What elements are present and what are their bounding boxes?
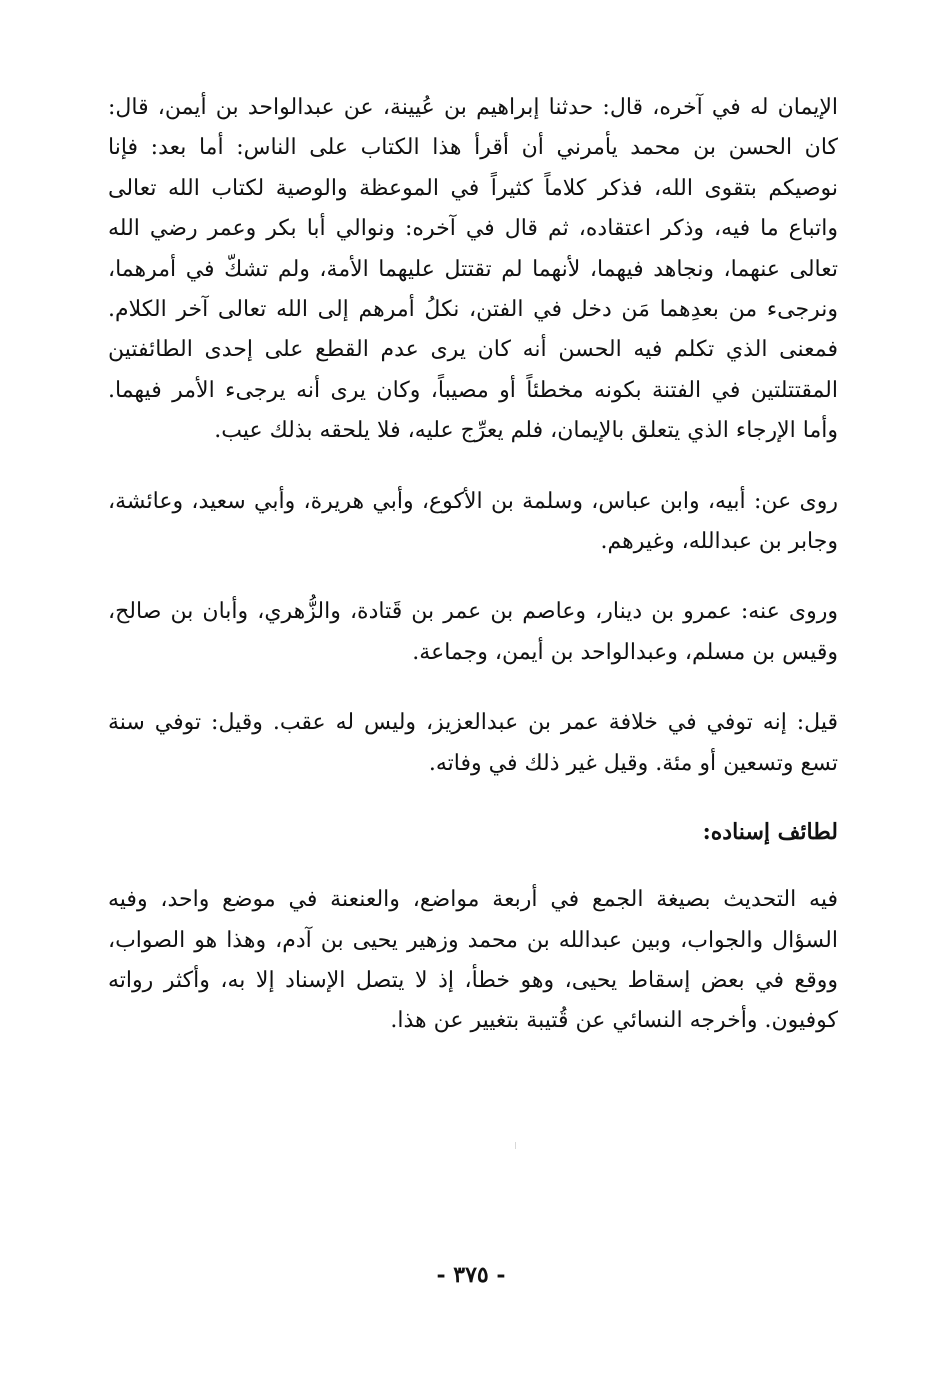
paragraph-isnad-notes: فيه التحديث بصيغة الجمع في أربعة مواضع، والعنعنة في موضع واحد، وفيه السؤال والجواب، وبين عبدالله بن محمد وزهير يحيى بن آدم، وهذا هو الصواب، ووقع في بعض إسقاط يحيى، وهو خطأ، إذ لا يتصل الإسناد إلا به، وأكثر رواته كوفيون. وأخرجه النسائي عن قُتيبة بتغيير عن هذا. (108, 887, 838, 1034)
paragraph-continuation: الإيمان له في آخره، قال: حدثنا إبراهيم بن عُيينة، عن عبدالواحد بن أيمن، قال: كان الحسن بن محمد يأمرني أن أقرأ هذا الكتاب على الناس: أما بعد: فإنا نوصيكم بتقوى الله، فذكر كلاماً كثيراً في الموعظة والوصية لكتاب الله تعالى واتباع ما فيه، وذكر اعتقاده، ثم قال في آخره: ونوالي أبا بكر وعمر رضي الله تعالى عنهما، ونجاهد فيهما، لأنهما لم تقتتل عليهما الأمة، ولم تشكّ في أمرهما، ونرجىء من بعدِهما مَن دخل في الفتن، نكلُ أمرهم إلى الله تعالى آخر الكلام. فمعنى الذي تكلم فيه الحسن أنه كان يرى عدم القطع على إحدى الطائفتين المقتتلتين في الفتنة بكونه مخطئاً أو مصيباً، وكان يرى أنه يرجىء الأمر فيهما. وأما الإرجاء الذي يتعلق بالإيمان، فلم يعرِّج عليه، فلا يلحقه بذلك عيب. (108, 95, 838, 444)
paragraph-narrated-by: وروى عنه: عمرو بن دينار، وعاصم بن عمر بن قَتادة، والزُّهري، وأبان بن صالح، وقيس بن مسلم، وعبدالواحد بن أيمن، وجماعة. (108, 599, 838, 665)
section-heading: لطائف إسناده: (702, 819, 838, 846)
page-number: - ٣٧٥ - (436, 1262, 506, 1288)
paragraph-narrated-from: روى عن: أبيه، وابن عباس، وسلمة بن الأكوع، وأبي هريرة، وأبي سعيد، وعائشة، وجابر بن عبدالله، وغيرهم. (108, 488, 838, 555)
page-body (108, 88, 838, 1042)
scan-mark (515, 1142, 516, 1149)
paragraph-death: قيل: إنه توفي في خلافة عمر بن عبدالعزيز، وليس له عقب. وقيل: توفي سنة تسع وتسعين أو مئة. وقيل غير ذلك في وفاته. (108, 710, 838, 776)
